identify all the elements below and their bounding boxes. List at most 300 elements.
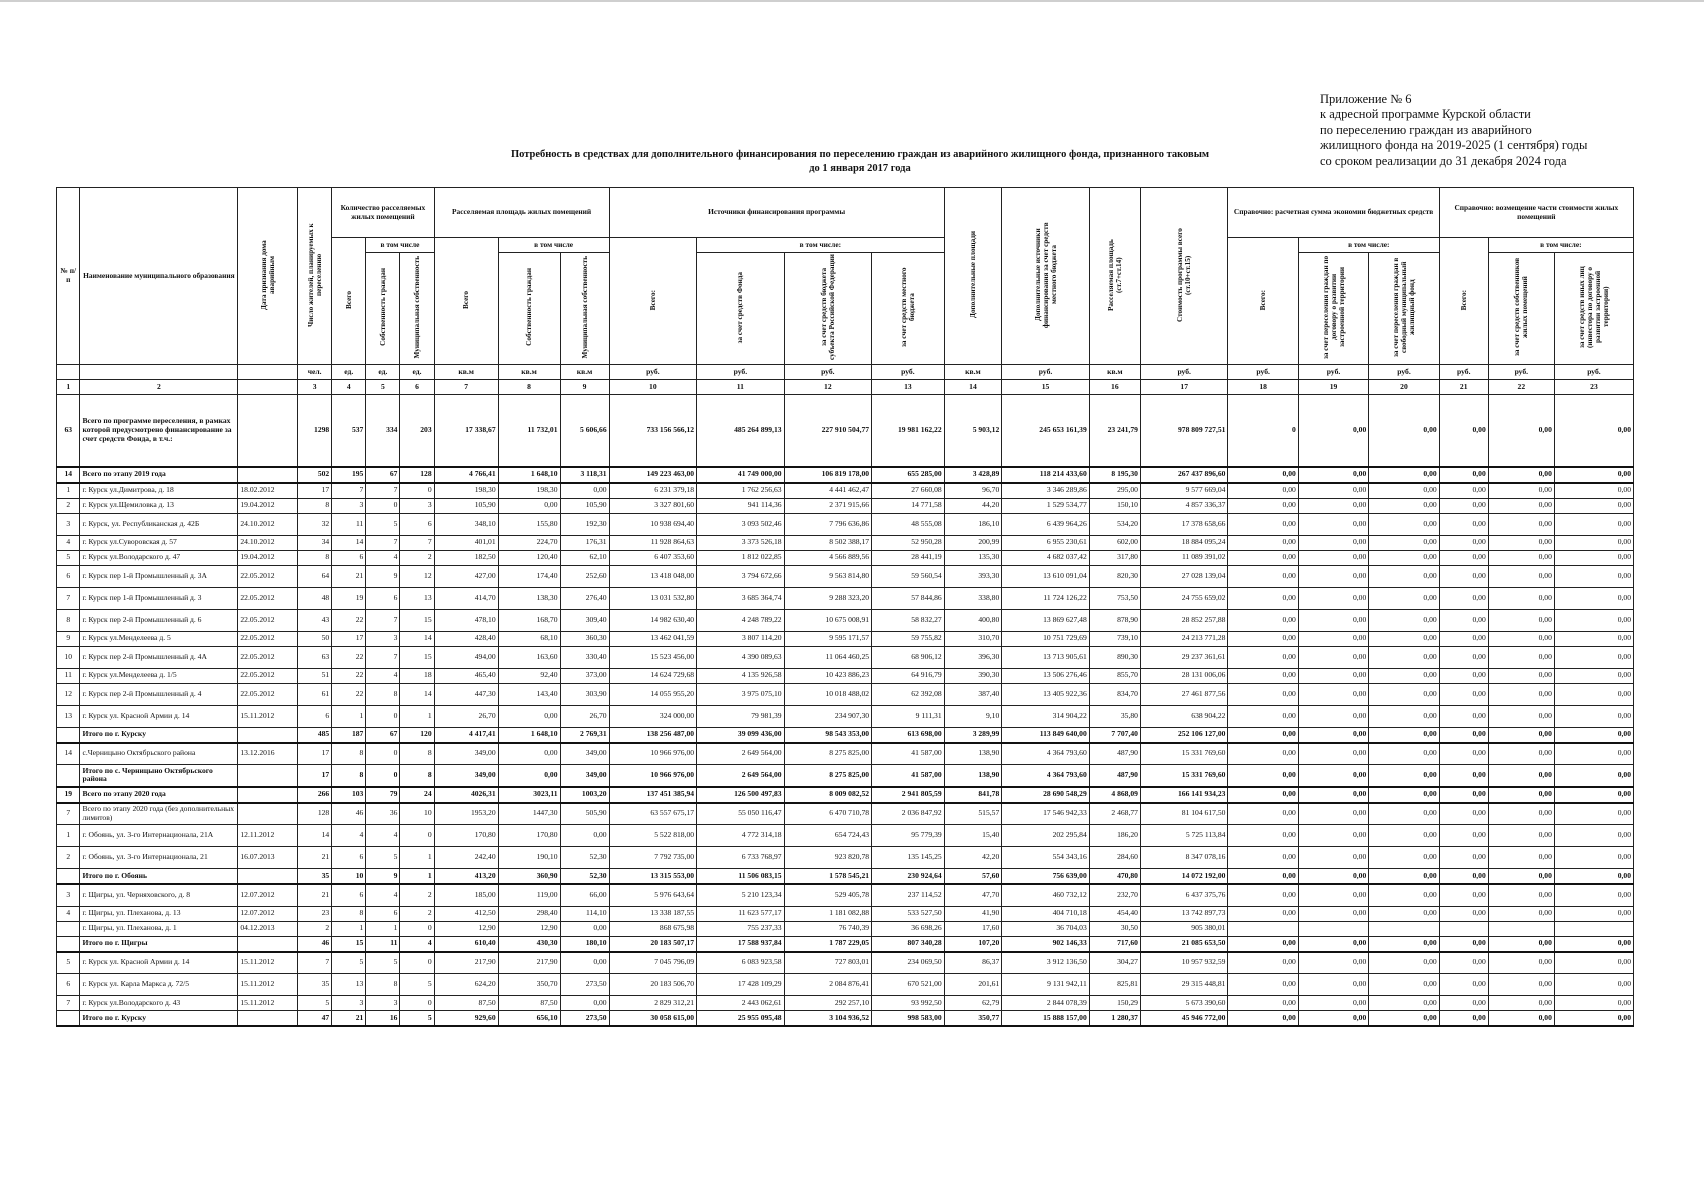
hdr-num: № п/п [57, 188, 80, 365]
row-number-cell: 11 [57, 668, 80, 683]
value-cell: 195 [332, 467, 366, 483]
value-cell: 52 950,28 [872, 535, 945, 550]
value-cell: 198,30 [498, 483, 560, 499]
units-row-cell [238, 365, 298, 380]
row-name-cell: г. Курск пер 2-й Промышленный д. 4А [80, 646, 238, 668]
value-cell: 1298 [298, 395, 332, 467]
row-number-cell: 4 [57, 906, 80, 921]
units-row-cell: руб. [1140, 365, 1227, 380]
row-number-cell: 19 [57, 787, 80, 803]
value-cell: 47,70 [944, 884, 1002, 906]
value-cell: 9 577 669,04 [1140, 483, 1227, 499]
value-cell: 217,90 [498, 952, 560, 974]
value-cell: 93 992,50 [872, 996, 945, 1011]
value-cell: 51 [298, 668, 332, 683]
value-cell: 4 [366, 825, 400, 847]
value-cell: 0,00 [1488, 906, 1554, 921]
value-cell: 137 451 385,94 [609, 787, 696, 803]
value-cell: 0,00 [1439, 847, 1488, 869]
value-cell: 13 031 532,80 [609, 587, 696, 609]
value-cell: 170,80 [434, 825, 498, 847]
value-cell: 276,40 [560, 587, 609, 609]
value-cell: 0,00 [1298, 765, 1368, 787]
table-row [57, 609, 1634, 631]
table-row [57, 803, 1634, 825]
value-cell: 10 966 976,00 [609, 743, 696, 765]
value-cell: 6 231 379,18 [609, 483, 696, 499]
hdr-sources-incl: в том числе: [697, 238, 945, 253]
value-cell: 185,00 [434, 884, 498, 906]
value-cell: 0,00 [1228, 483, 1298, 499]
value-cell: 670 521,00 [872, 974, 945, 996]
value-cell: 176,31 [560, 535, 609, 550]
table-row [57, 765, 1634, 787]
units-row-cell: кв.м [1089, 365, 1140, 380]
value-cell: 266 [298, 787, 332, 803]
units-row-cell: руб. [1298, 365, 1368, 380]
colnum-row-cell: 11 [697, 380, 784, 395]
value-cell: 10 751 729,69 [1002, 631, 1089, 646]
row-number-cell [57, 869, 80, 885]
value-cell: 0,00 [1554, 550, 1633, 565]
row-name-cell: Всего по этапу 2019 года [80, 467, 238, 483]
value-cell: 0,00 [1439, 467, 1488, 483]
value-cell: 103 [332, 787, 366, 803]
value-cell: 35 [298, 869, 332, 885]
row-name-cell: Всего по программе переселения, в рамках которой предусмотрено финансирование за счет средств Фонда, в т.ч.: [80, 395, 238, 467]
row-number-cell: 8 [57, 609, 80, 631]
value-cell: 118 214 433,60 [1002, 467, 1089, 483]
value-cell: 48 [298, 587, 332, 609]
value-cell: 245 653 161,39 [1002, 395, 1089, 467]
value-cell: 0,00 [1369, 765, 1439, 787]
value-cell: 21 [298, 884, 332, 906]
row-name-cell: г. Курск пер 2-й Промышленный д. 6 [80, 609, 238, 631]
row-number-cell: 5 [57, 550, 80, 565]
hdr-ref1-total: Всего: [1228, 238, 1298, 365]
value-cell: 0,00 [1439, 787, 1488, 803]
value-cell: 2 [298, 921, 332, 936]
value-cell: 14 [400, 683, 434, 705]
table-row [57, 565, 1634, 587]
value-cell: 15 523 456,00 [609, 646, 696, 668]
value-cell: 34 [298, 535, 332, 550]
value-cell: 0,00 [1228, 787, 1298, 803]
value-cell: 200,99 [944, 535, 1002, 550]
value-cell: 68,10 [498, 631, 560, 646]
value-cell: 16 [366, 1011, 400, 1027]
hdr-area-municipal: Муниципальная собственность [560, 253, 609, 365]
value-cell: 1953,20 [434, 803, 498, 825]
row-number-cell: 3 [57, 884, 80, 906]
value-cell: 10 [400, 803, 434, 825]
units-row-cell: руб. [697, 365, 784, 380]
row-number-cell: 10 [57, 646, 80, 668]
value-cell: 0,00 [1488, 705, 1554, 727]
value-cell: 79 981,39 [697, 705, 784, 727]
row-number-cell: 2 [57, 847, 80, 869]
value-cell: 314 904,22 [1002, 705, 1089, 727]
value-cell: 13 418 048,00 [609, 565, 696, 587]
row-name-cell: г. Курск ул.Димитрова, д. 18 [80, 483, 238, 499]
appendix-line: жилищного фонда на 2019-2025 (1 сентября) годы [1320, 138, 1588, 153]
value-cell: 0,00 [1488, 565, 1554, 587]
value-cell: 29 237 361,61 [1140, 646, 1227, 668]
units-row-cell: руб. [1488, 365, 1554, 380]
value-cell: 656,10 [498, 1011, 560, 1027]
value-cell: 6 407 353,60 [609, 550, 696, 565]
value-cell: 0,00 [1488, 974, 1554, 996]
value-cell: 87,50 [498, 996, 560, 1011]
funding-table-wrapper [56, 187, 1634, 1027]
value-cell: 0,00 [1369, 550, 1439, 565]
table-body [57, 395, 1634, 1027]
value-cell: 4 417,41 [434, 727, 498, 743]
value-cell [238, 467, 298, 483]
table-row [57, 631, 1634, 646]
value-cell: 57 844,86 [872, 587, 945, 609]
value-cell: 24 [400, 787, 434, 803]
value-cell: 5 210 123,34 [697, 884, 784, 906]
value-cell: 58 832,27 [872, 609, 945, 631]
value-cell: 0,00 [1298, 683, 1368, 705]
value-cell: 0,00 [1554, 705, 1633, 727]
value-cell: 0,00 [1298, 646, 1368, 668]
table-row [57, 847, 1634, 869]
value-cell: 0,00 [1439, 498, 1488, 513]
value-cell: 360,30 [560, 631, 609, 646]
value-cell [1439, 921, 1488, 936]
value-cell: 186,20 [1089, 825, 1140, 847]
row-number-cell: 2 [57, 498, 80, 513]
row-name-cell: Итого по г. Обоянь [80, 869, 238, 885]
value-cell: 0,00 [1488, 743, 1554, 765]
value-cell: 36 [366, 803, 400, 825]
value-cell: 890,30 [1089, 646, 1140, 668]
value-cell: 15 [400, 646, 434, 668]
value-cell: 905 380,01 [1140, 921, 1227, 936]
value-cell: 4 390 089,63 [697, 646, 784, 668]
value-cell: 360,90 [498, 869, 560, 885]
value-cell: 0,00 [1488, 847, 1554, 869]
value-cell: 92,40 [498, 668, 560, 683]
value-cell: 0,00 [1554, 743, 1633, 765]
value-cell: 0,00 [1228, 974, 1298, 996]
value-cell: 4 [332, 825, 366, 847]
value-cell: 0,00 [1228, 884, 1298, 906]
value-cell: 0,00 [1488, 550, 1554, 565]
hdr-fund: за счет средств Фонда [697, 253, 784, 365]
value-cell: 2 649 564,00 [697, 765, 784, 787]
value-cell: 0,00 [1554, 565, 1633, 587]
value-cell: 11 [366, 936, 400, 952]
value-cell: 0,00 [1439, 1011, 1488, 1027]
value-cell: 338,80 [944, 587, 1002, 609]
value-cell: 19.04.2012 [238, 498, 298, 513]
colnum-row-cell: 18 [1228, 380, 1298, 395]
value-cell: 3 093 502,46 [697, 513, 784, 535]
row-name-cell: г. Курск ул.Щемиловка д. 13 [80, 498, 238, 513]
table-row [57, 1011, 1634, 1027]
value-cell: 0,00 [560, 921, 609, 936]
value-cell: 0,00 [1298, 996, 1368, 1011]
hdr-add-sources: Дополнительные источники финансирования за счет средств местного бюджета [1002, 188, 1089, 365]
value-cell: 348,10 [434, 513, 498, 535]
row-name-cell: г. Обоянь, ул. 3-го Интернационала, 21 [80, 847, 238, 869]
hdr-area-total: Всего [434, 238, 498, 365]
value-cell: 187 [332, 727, 366, 743]
value-cell: 4 [366, 550, 400, 565]
value-cell: 4 566 889,56 [784, 550, 871, 565]
colnum-row-cell: 14 [944, 380, 1002, 395]
value-cell: 1 [400, 847, 434, 869]
value-cell: 0,00 [1228, 668, 1298, 683]
row-name-cell: Всего по этапу 2020 года [80, 787, 238, 803]
value-cell: 0,00 [1228, 467, 1298, 483]
value-cell: 324 000,00 [609, 705, 696, 727]
value-cell [1488, 921, 1554, 936]
value-cell: 3 794 672,66 [697, 565, 784, 587]
value-cell: 537 [332, 395, 366, 467]
value-cell: 414,70 [434, 587, 498, 609]
value-cell: 138 256 487,00 [609, 727, 696, 743]
colnum-row-cell: 10 [609, 380, 696, 395]
units-row-cell: чел. [298, 365, 332, 380]
value-cell: 22 [332, 683, 366, 705]
value-cell: 0,00 [1369, 884, 1439, 906]
value-cell: 20 183 507,17 [609, 936, 696, 952]
value-cell: 5 [400, 974, 434, 996]
value-cell: 13 405 922,36 [1002, 683, 1089, 705]
value-cell: 47 [298, 1011, 332, 1027]
table-row [57, 587, 1634, 609]
value-cell: 22.05.2012 [238, 565, 298, 587]
value-cell: 14 982 630,40 [609, 609, 696, 631]
value-cell: 8 [366, 974, 400, 996]
value-cell: 15.11.2012 [238, 705, 298, 727]
value-cell: 8 [332, 743, 366, 765]
value-cell: 0,00 [1228, 550, 1298, 565]
value-cell: 22 [332, 646, 366, 668]
row-name-cell: г. Курск ул.Володарского д. 47 [80, 550, 238, 565]
value-cell: 6 437 375,76 [1140, 884, 1227, 906]
colnum-row-cell: 23 [1554, 380, 1633, 395]
row-number-cell: 5 [57, 952, 80, 974]
value-cell: 6 [332, 550, 366, 565]
units-row-cell [57, 365, 80, 380]
value-cell: 87,50 [434, 996, 498, 1011]
value-cell: 0,00 [1439, 884, 1488, 906]
value-cell: 120 [400, 727, 434, 743]
value-cell: 201,61 [944, 974, 1002, 996]
value-cell: 0,00 [1439, 974, 1488, 996]
value-cell [238, 936, 298, 952]
value-cell: 1 [400, 869, 434, 885]
colnum-row-cell: 7 [434, 380, 498, 395]
value-cell: 41,90 [944, 906, 1002, 921]
value-cell: 0,00 [1554, 869, 1633, 885]
value-cell: 62,10 [560, 550, 609, 565]
value-cell: 81 104 617,50 [1140, 803, 1227, 825]
value-cell: 0,00 [1488, 535, 1554, 550]
value-cell: 0,00 [1488, 513, 1554, 535]
value-cell: 98 543 353,00 [784, 727, 871, 743]
value-cell: 0,00 [1228, 825, 1298, 847]
value-cell: 0 [400, 996, 434, 1011]
funding-table [56, 187, 1634, 1027]
value-cell: 470,80 [1089, 869, 1140, 885]
value-cell: 4 857 336,37 [1140, 498, 1227, 513]
value-cell: 224,70 [498, 535, 560, 550]
value-cell: 753,50 [1089, 587, 1140, 609]
row-number-cell: 14 [57, 467, 80, 483]
value-cell: 3 [400, 498, 434, 513]
value-cell: 1447,30 [498, 803, 560, 825]
value-cell: 0,00 [1488, 787, 1554, 803]
value-cell: 0,00 [1554, 483, 1633, 499]
value-cell: 1 787 229,05 [784, 936, 871, 952]
value-cell: 304,27 [1089, 952, 1140, 974]
value-cell: 0,00 [1298, 847, 1368, 869]
value-cell [1228, 921, 1298, 936]
value-cell: 79 [366, 787, 400, 803]
value-cell: 1 529 534,77 [1002, 498, 1089, 513]
value-cell: 6 733 768,97 [697, 847, 784, 869]
value-cell: 0,00 [1298, 974, 1368, 996]
colnum-row-cell: 22 [1488, 380, 1554, 395]
value-cell: 5 673 390,60 [1140, 996, 1227, 1011]
value-cell: 0,00 [1369, 847, 1439, 869]
value-cell: 13 713 905,61 [1002, 646, 1089, 668]
value-cell: 0,00 [1554, 395, 1633, 467]
table-row [57, 906, 1634, 921]
value-cell: 0,00 [1228, 727, 1298, 743]
value-cell: 67 [366, 727, 400, 743]
value-cell: 0,00 [1228, 535, 1298, 550]
row-number-cell: 7 [57, 587, 80, 609]
value-cell: 0,00 [1488, 646, 1554, 668]
value-cell: 106 819 178,00 [784, 467, 871, 483]
table-row [57, 727, 1634, 743]
row-name-cell: г. Щигры, ул. Черняховского, д. 8 [80, 884, 238, 906]
value-cell: 7 707,40 [1089, 727, 1140, 743]
value-cell: 0,00 [1369, 513, 1439, 535]
value-cell: 0,00 [1369, 609, 1439, 631]
value-cell: 27 461 877,56 [1140, 683, 1227, 705]
value-cell: 330,40 [560, 646, 609, 668]
value-cell: 655 285,00 [872, 467, 945, 483]
value-cell: 27 660,08 [872, 483, 945, 499]
value-cell: 3 912 136,50 [1002, 952, 1089, 974]
appendix-line: со сроком реализации до 31 декабря 2024 года [1320, 153, 1567, 168]
hdr-area-group: Расселяемая площадь жилых помещений [434, 188, 609, 238]
value-cell: 9 288 323,20 [784, 587, 871, 609]
value-cell: 30 058 615,00 [609, 1011, 696, 1027]
value-cell: 0,00 [1554, 513, 1633, 535]
value-cell: 0,00 [1298, 803, 1368, 825]
value-cell: 62,79 [944, 996, 1002, 1011]
value-cell: 105,90 [434, 498, 498, 513]
value-cell: 373,00 [560, 668, 609, 683]
title-line: Потребность в средствах для дополнительного финансирования по переселению граждан из аварийного жилищного фонда, признанного таковым [510, 149, 1210, 160]
value-cell: 21 [332, 1011, 366, 1027]
value-cell: 29 315 448,81 [1140, 974, 1227, 996]
value-cell: 17 428 109,29 [697, 974, 784, 996]
value-cell: 610,40 [434, 936, 498, 952]
value-cell: 0,00 [1439, 683, 1488, 705]
value-cell: 0,00 [1439, 609, 1488, 631]
row-name-cell: г. Курск ул. Карла Маркса д. 72/5 [80, 974, 238, 996]
row-name-cell: Итого по г. Курску [80, 727, 238, 743]
value-cell: 14 [332, 535, 366, 550]
value-cell: 0,00 [1488, 631, 1554, 646]
value-cell: 138,30 [498, 587, 560, 609]
value-cell: 0,00 [1298, 825, 1368, 847]
table-row [57, 787, 1634, 803]
value-cell: 602,00 [1089, 535, 1140, 550]
value-cell: 192,30 [560, 513, 609, 535]
value-cell: 0,00 [1554, 587, 1633, 609]
hdr-sources-group: Источники финансирования программы [609, 188, 944, 238]
column-number-row [57, 380, 1634, 395]
value-cell: 533 527,50 [872, 906, 945, 921]
value-cell: 0,00 [1228, 765, 1298, 787]
value-cell: 17 378 658,66 [1140, 513, 1227, 535]
value-cell: 18.02.2012 [238, 483, 298, 499]
value-cell: 14 [400, 631, 434, 646]
value-cell: 13 338 187,55 [609, 906, 696, 921]
value-cell: 0,00 [1298, 705, 1368, 727]
value-cell: 0 [400, 825, 434, 847]
value-cell: 0,00 [1298, 483, 1368, 499]
value-cell: 5 [332, 952, 366, 974]
value-cell: 8 347 078,16 [1140, 847, 1227, 869]
value-cell: 17 [298, 765, 332, 787]
value-cell: 128 [400, 467, 434, 483]
row-number-cell: 1 [57, 825, 80, 847]
value-cell: 2 769,31 [560, 727, 609, 743]
table-row [57, 483, 1634, 499]
hdr-ref1: Справочно: расчетная сумма экономии бюджетных средств [1228, 188, 1439, 238]
value-cell: 0,00 [1488, 683, 1554, 705]
value-cell: 0,00 [1439, 825, 1488, 847]
value-cell: 638 904,22 [1140, 705, 1227, 727]
value-cell: 61 [298, 683, 332, 705]
value-cell: 230 924,64 [872, 869, 945, 885]
value-cell: 10 966 976,00 [609, 765, 696, 787]
value-cell: 5 [298, 996, 332, 1011]
value-cell: 76 740,39 [784, 921, 871, 936]
value-cell: 878,90 [1089, 609, 1140, 631]
value-cell: 0,00 [1488, 936, 1554, 952]
value-cell: 0,00 [1439, 803, 1488, 825]
value-cell: 23 [298, 906, 332, 921]
value-cell: 6 [366, 587, 400, 609]
value-cell: 20 183 506,70 [609, 974, 696, 996]
row-number-cell: 7 [57, 803, 80, 825]
value-cell: 138,90 [944, 743, 1002, 765]
colnum-row-cell: 1 [57, 380, 80, 395]
value-cell: 0,00 [1228, 513, 1298, 535]
value-cell: 387,40 [944, 683, 1002, 705]
value-cell: 485 [298, 727, 332, 743]
colnum-row-cell: 6 [400, 380, 434, 395]
value-cell [1554, 921, 1633, 936]
value-cell: 0,00 [1369, 587, 1439, 609]
value-cell: 1 762 256,63 [697, 483, 784, 499]
table-row [57, 668, 1634, 683]
value-cell: 487,90 [1089, 765, 1140, 787]
